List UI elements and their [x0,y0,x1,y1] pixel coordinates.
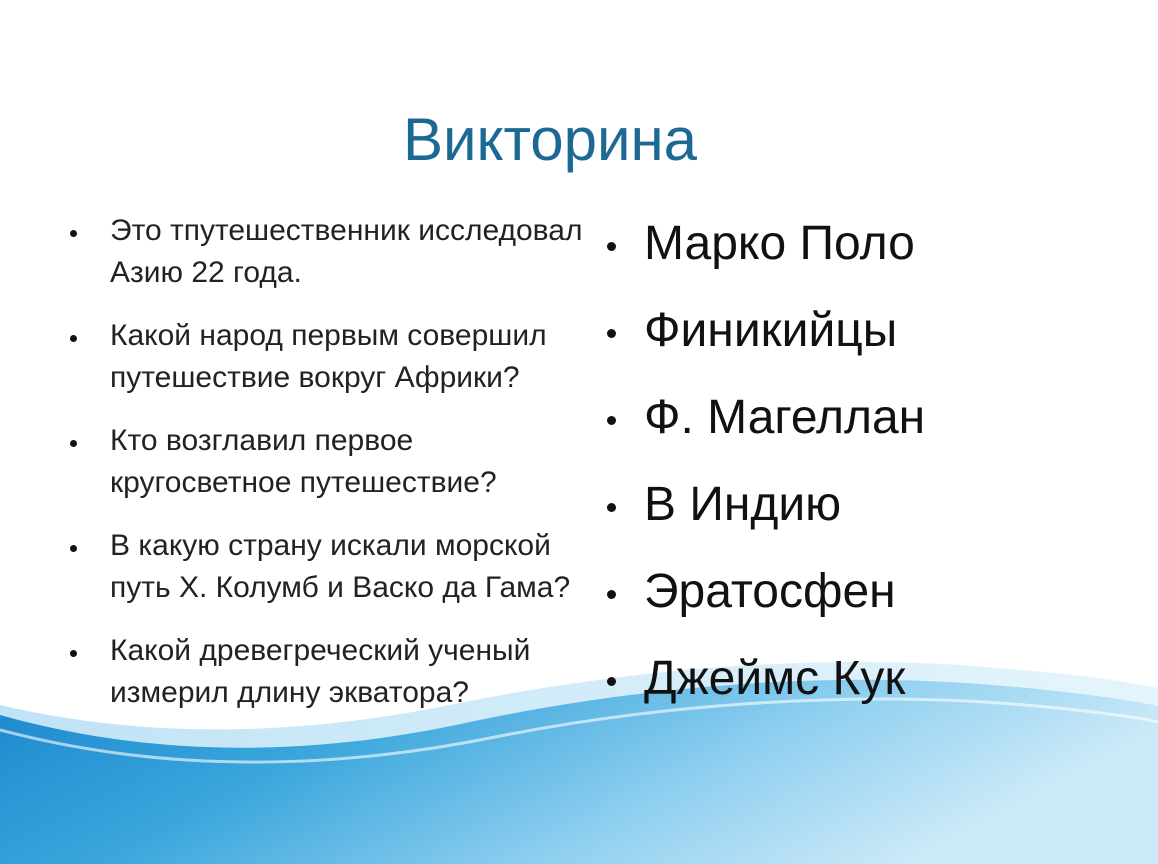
question-text: Какой древегреческий ученый измерил длину экватора? [110,634,531,709]
bullet-icon [607,416,616,425]
list-item [66,315,586,399]
bullet-icon [607,242,616,251]
list-item [604,212,1144,299]
list-item [604,473,1144,560]
list-item [604,560,1144,647]
list-item [604,647,1144,734]
list-item [66,420,586,504]
slide-title: Викторина [402,106,698,173]
question-text: Кто возглавил первое кругосветное путешествие? [110,424,497,499]
bullet-icon [607,329,616,338]
list-item [604,386,1144,473]
list-item [66,210,586,294]
bullet-icon [70,335,77,342]
bullet-icon [70,650,77,657]
bullet-icon [607,503,616,512]
answer-text: Финикийцы [644,304,898,357]
bullet-icon [607,677,616,686]
bullet-icon [607,590,616,599]
list-item [66,525,586,609]
bullet-icon [70,230,77,237]
question-text: Это тпутешественник исследовал Азию 22 года. [110,214,583,289]
question-text: Какой народ первым совершил путешествие вокруг Африки? [110,319,547,394]
answer-text: В Индию [644,478,842,531]
answer-text: Ф. Магеллан [644,391,926,444]
bullet-icon [70,440,77,447]
question-text: В какую страну искали морской путь Х. Колумб и Васко да Гама? [110,529,571,604]
answer-text: Эратосфен [644,565,896,618]
list-item [604,299,1144,386]
questions-list [66,210,586,735]
answer-text: Джеймс Кук [644,652,906,705]
bullet-icon [70,545,77,552]
list-item [66,630,586,714]
answers-list [604,212,1144,734]
answer-text: Марко Поло [644,217,915,270]
